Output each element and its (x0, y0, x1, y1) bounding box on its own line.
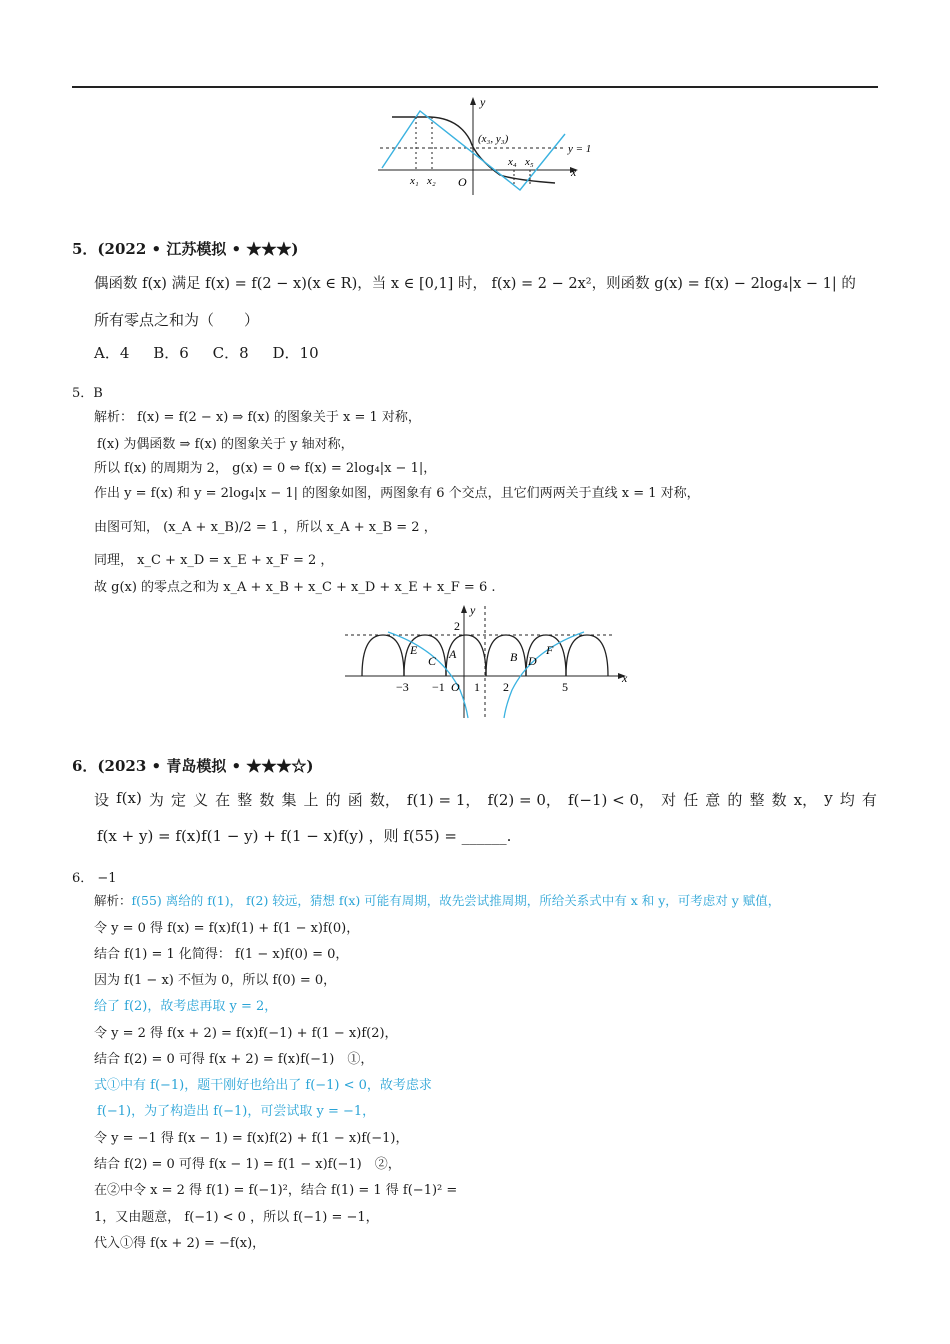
q5-option-a[interactable]: A．4 (94, 344, 130, 362)
q6-stem-word: f(1) = 1， (406, 791, 481, 809)
fig2-x-label: x (622, 671, 628, 685)
fig2-arch (362, 635, 404, 676)
fig2-y-label: y (470, 603, 476, 617)
q6-stem-word: y (824, 789, 833, 807)
fig1-x1-label: x₁ (410, 175, 419, 187)
q6-stem-word: 任 (683, 791, 699, 809)
fig1-origin-label: O (458, 175, 467, 189)
q5-option-c[interactable]: C．8 (212, 344, 249, 362)
a5-line: 故 g(x) 的零点之和为 x_A + x_B + x_C + x_D + x_E + x_F = 6 . (94, 580, 496, 595)
q6-stem-word: 义 (193, 791, 209, 809)
fig1-x4-label: x₄ (508, 156, 517, 168)
a6-hint: 式①中有 f(−1)，题干刚好也给出了 f(−1) < 0，故考虑求 (94, 1078, 432, 1093)
a6-blue-line1 (94, 891, 780, 909)
q6-stem-word: 整 (749, 791, 765, 809)
a6-answer: 6． −1 (72, 871, 117, 886)
q6-stem-word: 数 (259, 791, 275, 809)
fig2-y-tick: 2 (454, 619, 460, 633)
q6-stem-word: 在 (215, 791, 231, 809)
q6-stem-line2: f(x + y) = f(x)f(1 − y) + f(1 − x)f(y) ，则 f(55) = ______. (97, 827, 512, 845)
a5-line: 解析： f(x) = f(2 − x) ⇒ f(x) 的图象关于 x = 1 对称， (94, 410, 421, 425)
a6-line: 结合 f(1) = 1 化简得： f(1 − x)f(0) = 0， (94, 947, 349, 962)
q5-header: 5．(2022 • 江苏模拟 • ★★★) (72, 240, 299, 258)
q6-stem-word: 数， (369, 791, 400, 809)
a6-hint: 给了 f(2)，故考虑再取 y = 2， (94, 999, 278, 1014)
q6-stem-line1 (94, 789, 877, 810)
q6-stem-word: f(−1) < 0， (567, 791, 655, 809)
q6-stem-word: 设 (94, 791, 110, 809)
a6-line: 因为 f(1 − x) 不恒为 0，所以 f(0) = 0， (94, 973, 337, 988)
fig2-arch (566, 635, 608, 676)
q6-header: 6．(2023 • 青岛模拟 • ★★★☆) (72, 757, 314, 775)
q6-stem-word: 的 (727, 791, 743, 809)
a6-line: 结合 f(2) = 0 可得 f(x + 2) = f(x)f(−1) ①， (94, 1052, 374, 1067)
fig2-point-label: C (428, 654, 437, 668)
q6-stem-word: 数 (771, 791, 787, 809)
fig2-y-arrow (461, 605, 467, 613)
a6-line: 结合 f(2) = 0 可得 f(x − 1) = f(1 − x)f(−1) ②， (94, 1157, 401, 1172)
fig2-point-label: A (449, 647, 457, 661)
a6-line: 令 y = 2 得 f(x + 2) = f(x)f(−1) + f(1 − x)f(2)， (94, 1026, 398, 1041)
q6-stem-word: f(2) = 0， (487, 791, 561, 809)
q5-stem-line1: 偶函数 f(x) 满足 f(x) = f(2 − x)(x ∈ R)，当 x ∈ [0,1] 时， f(x) = 2 − 2x²，则函数 g(x) = f(x) − 2log₄|x − 1| 的 (94, 276, 856, 292)
fig1-x-label: x (571, 165, 577, 179)
a6-hint: f(55) 离给的 f(1)， f(2) 较远，猜想 f(x) 可能有周期，故先尝试推周期，所给关系式中有 x 和 y，可考虑对 y 赋值， (131, 893, 781, 908)
q6-stem-word: 对 (661, 791, 677, 809)
a6-hint: f(−1)，为了构造出 f(−1)，可尝试取 y = −1， (97, 1104, 376, 1119)
fig2-point-label: D (528, 654, 537, 668)
q6-stem-word: 整 (237, 791, 253, 809)
q6-stem-word: 有 (861, 791, 877, 809)
q6-stem-word: 意 (705, 791, 721, 809)
a5-line: 同理， x_C + x_D = x_E + x_F = 2 ， (94, 553, 334, 568)
a5-answer: 5．B (72, 386, 103, 401)
q6-stem-word: 函 (347, 791, 363, 809)
q5-option-d[interactable]: D．10 (272, 344, 319, 362)
a5-line: 由图可知， (x_A + x_B)/2 = 1 ，所以 x_A + x_B = 2 ， (94, 520, 437, 535)
fig2-log-left (388, 632, 468, 718)
q5-option-b[interactable]: B．6 (153, 344, 189, 362)
fig1-y-label: y (480, 95, 486, 109)
a6-line: 代入①得 f(x + 2) = −f(x)， (94, 1236, 266, 1251)
figure-2-graph (335, 600, 635, 725)
fig2-x-tick: 1 (474, 680, 480, 694)
fig2-x-tick: 5 (562, 680, 568, 694)
fig1-line-label: y = 1 (568, 143, 592, 155)
fig2-point-label: F (546, 643, 554, 657)
fig2-point-label: B (510, 650, 518, 664)
fig2-x-tick: −3 (396, 680, 409, 694)
a6-line: 1，又由题意， f(−1) < 0 ，所以 f(−1) = −1， (94, 1210, 379, 1225)
a5-line: 所以 f(x) 的周期为 2， g(x) = 0 ⇔ f(x) = 2log₄|x − 1|， (94, 461, 437, 476)
fig1-x5-label: x₅ (525, 156, 534, 168)
figure-1-graph (370, 92, 610, 202)
q6-stem-word: 定 (170, 791, 186, 809)
fig1-y-arrow (470, 97, 476, 105)
top-rule (72, 86, 878, 88)
a5-line: f(x) 为偶函数 ⇒ f(x) 的图象关于 y 轴对称， (97, 437, 354, 452)
a5-line: 作出 y = f(x) 和 y = 2log₄|x − 1| 的图象如图，两图象有 6 个交点，且它们两两关于直线 x = 1 对称， (94, 486, 700, 501)
fig2-origin-label: O (451, 680, 460, 694)
q6-stem-word: 上 (303, 791, 319, 809)
q5-options (94, 342, 319, 363)
fig1-x2-label: x₂ (427, 175, 436, 187)
q6-stem-word: 均 (839, 791, 855, 809)
q6-stem-word: x， (793, 791, 818, 809)
fig2-arch (486, 635, 526, 676)
q5-stem-line2: 所有零点之和为（ ） (94, 311, 260, 329)
a6-line: 令 y = 0 得 f(x) = f(x)f(1) + f(1 − x)f(0)， (94, 921, 360, 936)
q6-stem-word: 为 (148, 791, 164, 809)
a6-line: 在②中令 x = 2 得 f(1) = f(−1)²，结合 f(1) = 1 得 f(−1)² = (94, 1183, 458, 1198)
fig2-x-tick: 2 (503, 680, 509, 694)
q6-stem-word: 的 (325, 791, 341, 809)
fig2-point-label: E (410, 643, 418, 657)
fig1-point-label: (x₃, y₃) (478, 133, 509, 145)
q6-stem-word: 集 (281, 791, 297, 809)
a6-line: 令 y = −1 得 f(x − 1) = f(x)f(2) + f(1 − x)f(−1)， (94, 1131, 409, 1146)
a6-label: 解析： (94, 893, 132, 908)
q6-stem-word: f(x) (116, 789, 142, 807)
fig2-x-tick: −1 (432, 680, 445, 694)
